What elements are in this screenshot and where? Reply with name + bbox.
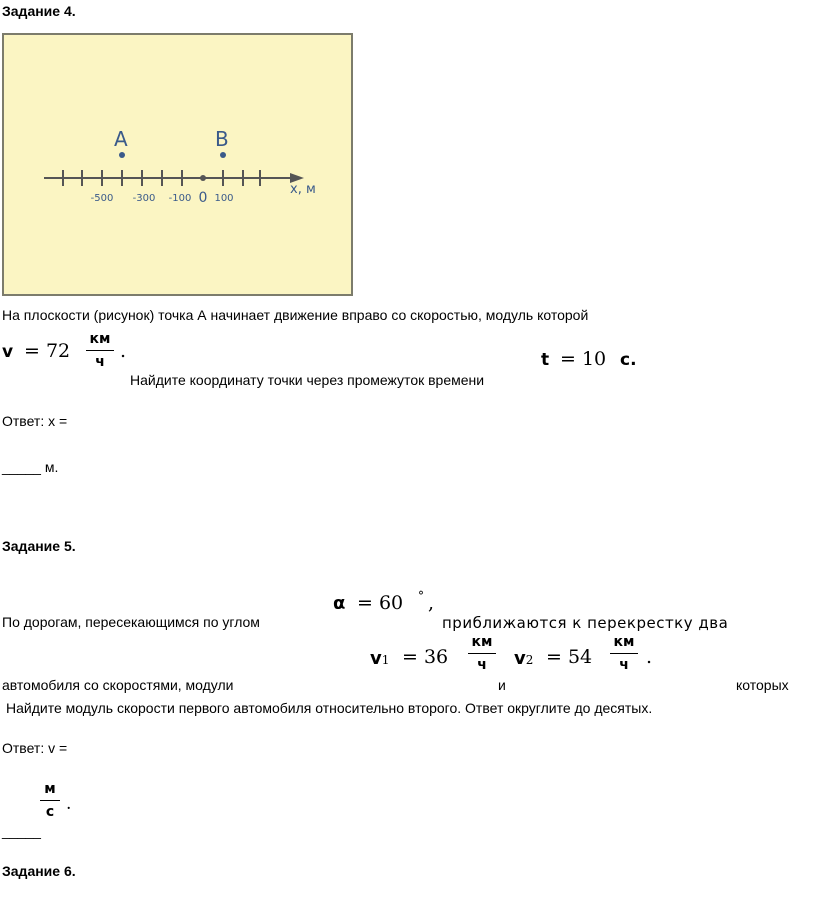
task5-answer-label: Ответ: v = xyxy=(2,740,68,756)
task4-text-1: На плоскости (рисунок) точка А начинает движение вправо со скоростью, модуль которой xyxy=(2,307,589,323)
v2-unit-numerator: км xyxy=(613,634,635,650)
task5-text-1b: приближаются к перекрестку два xyxy=(442,614,729,632)
v1-subscript: 1 xyxy=(381,653,390,667)
v2-subscript: 2 xyxy=(525,653,534,667)
v1-unit-denominator: ч xyxy=(477,657,487,673)
fraction-bar xyxy=(86,350,114,351)
task5-text-3: Найдите модуль скорости первого автомобиля относительно второго. Ответ округлите до десятых. xyxy=(6,700,653,716)
tick-label: 100 xyxy=(214,193,234,204)
tick-label: -300 xyxy=(132,193,156,204)
v-unit-numerator: км xyxy=(89,331,111,347)
v2-variable: v2 xyxy=(514,648,534,669)
task5-text-2c: которых xyxy=(736,677,789,693)
t-value: = 10 xyxy=(560,348,607,370)
formula-dot: . xyxy=(646,646,653,668)
number-line-figure xyxy=(2,33,353,296)
v-dot: . xyxy=(120,340,127,362)
v2-unit-fraction xyxy=(610,634,638,674)
task4-heading: Задание 4. xyxy=(2,3,76,19)
point-b-label: B xyxy=(215,127,229,151)
answer-unit: м. xyxy=(44,459,59,475)
v-variable: v xyxy=(2,342,14,362)
task5-heading: Задание 5. xyxy=(2,538,76,554)
alpha-comma: , xyxy=(428,592,435,614)
v2-unit-denominator: ч xyxy=(619,657,629,673)
task5-text-2a: автомобиля со скоростями, модули xyxy=(2,677,234,693)
answer-unit-fraction xyxy=(40,781,60,821)
task5-answer-blank[interactable]: _____ xyxy=(2,823,41,839)
answer-unit-numerator: м xyxy=(44,781,56,797)
task4-answer-label: Ответ: x = xyxy=(2,413,68,429)
origin-dot xyxy=(200,175,206,181)
task4-answer-row xyxy=(2,459,58,475)
v-unit-denominator: ч xyxy=(95,354,105,370)
point-b-dot xyxy=(220,152,226,158)
origin-label: 0 xyxy=(198,190,208,206)
task4-text-2: Найдите координату точки через промежуток времени xyxy=(130,372,485,388)
answer-unit-dot: . xyxy=(66,794,72,814)
v2-value: = 54 xyxy=(546,646,593,668)
alpha-value: = 60 xyxy=(357,592,404,614)
t-unit: с. xyxy=(620,350,637,370)
task5-text-1a: По дорогам, пересекающимся по углом xyxy=(2,614,260,630)
number-line-diagram xyxy=(4,35,351,294)
fraction-bar xyxy=(610,653,638,654)
alpha-variable: α xyxy=(333,593,346,614)
task5-text-2b: и xyxy=(498,677,506,693)
tick-label: -500 xyxy=(90,193,114,204)
v1-value: = 36 xyxy=(402,646,449,668)
t-variable: t xyxy=(541,350,550,370)
answer-blank[interactable]: _____ xyxy=(2,459,41,475)
v1-unit-numerator: км xyxy=(471,634,493,650)
v-value: = 72 xyxy=(24,340,71,362)
point-a-dot xyxy=(119,152,125,158)
v1-variable: v1 xyxy=(370,648,390,669)
v-unit-fraction xyxy=(86,331,114,371)
axis-label: x, м xyxy=(290,182,316,197)
fraction-bar xyxy=(40,800,60,801)
fraction-bar xyxy=(468,653,496,654)
point-a-label: A xyxy=(114,127,128,151)
degree-sign: ° xyxy=(418,589,424,603)
v1-unit-fraction xyxy=(468,634,496,674)
tick-label: -100 xyxy=(168,193,192,204)
task6-heading: Задание 6. xyxy=(2,863,76,879)
answer-unit-denominator: с xyxy=(45,804,55,820)
